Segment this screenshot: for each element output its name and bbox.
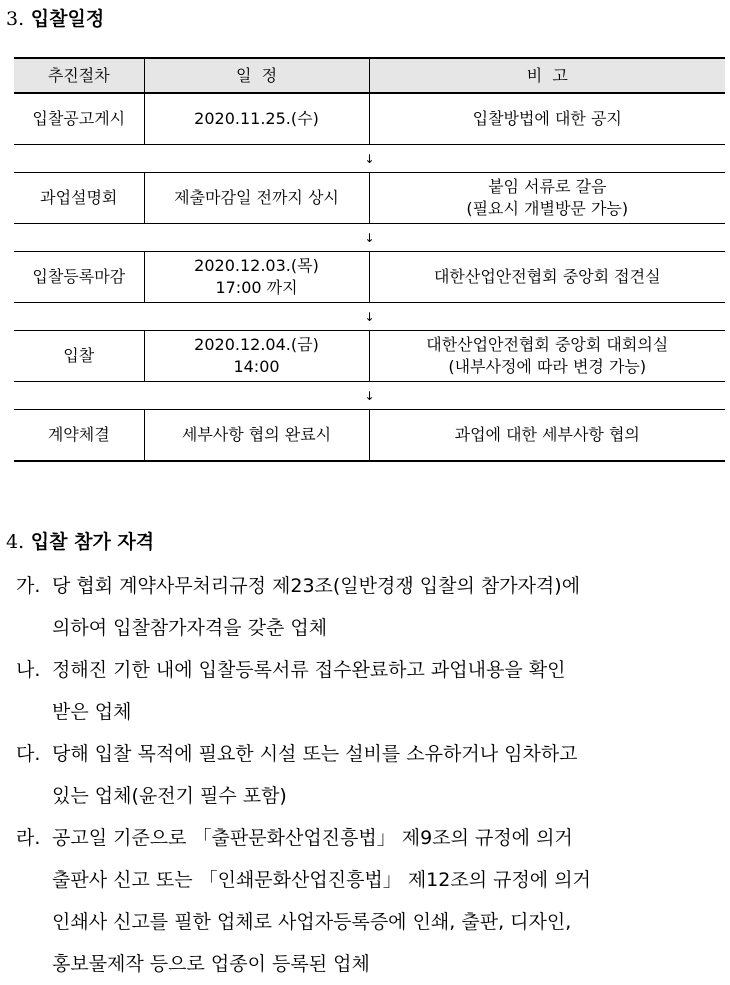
date-cell: 2020.12.04.(금) 14:00: [144, 331, 369, 382]
section-4-heading: [6, 527, 154, 554]
note-cell: 붙임 서류로 갈음 (필요시 개별방문 가능): [369, 173, 725, 224]
section-number: 4.: [6, 531, 25, 553]
step-cell: 입찰: [14, 331, 144, 382]
arrow-row: [14, 382, 725, 410]
item-line: 받은 업체: [52, 701, 132, 723]
note-cell: 대한산업안전협회 중앙회 접견실: [369, 252, 725, 303]
date-cell: 제출마감일 전까지 상시: [144, 173, 369, 224]
list-item: [16, 565, 716, 649]
table-row: [14, 93, 725, 145]
table-header-row: [14, 58, 725, 93]
header-note: 비 고: [369, 58, 725, 93]
arrow-row: [14, 145, 725, 173]
header-date: 일 정: [144, 58, 369, 93]
step-cell: 계약체결: [14, 410, 144, 462]
step-cell: 입찰등록마감: [14, 252, 144, 303]
arrow-row: [14, 303, 725, 331]
note-cell: 과업에 대한 세부사항 협의: [369, 410, 725, 462]
date-cell: 세부사항 협의 완료시: [144, 410, 369, 462]
item-marker: 라.: [16, 827, 41, 849]
table-row: [14, 410, 725, 462]
item-line: 홍보물제작 등으로 업종이 등록된 업체: [52, 953, 370, 975]
item-line: 의하여 입찰참가자격을 갖춘 업체: [52, 617, 328, 639]
item-line: 공고일 기준으로 「출판문화산업진흥법」 제9조의 규정에 의거: [52, 827, 573, 849]
item-line: 정해진 기한 내에 입찰등록서류 접수완료하고 과업내용을 확인: [52, 659, 566, 681]
down-arrow-icon: ↓: [364, 388, 375, 403]
step-cell: 과업설명회: [14, 173, 144, 224]
section-3-heading: [6, 4, 104, 31]
table-row: [14, 173, 725, 224]
arrow-row: [14, 224, 725, 252]
item-marker: 나.: [16, 659, 41, 681]
item-marker: 가.: [16, 575, 41, 597]
down-arrow-icon: ↓: [364, 309, 375, 324]
qualification-list: [16, 565, 716, 985]
item-line: 출판사 신고 또는 「인쇄문화산업진흥법」 제12조의 규정에 의거: [52, 869, 591, 891]
bid-schedule-table: [14, 57, 725, 462]
date-cell: 2020.12.03.(목) 17:00 까지: [144, 252, 369, 303]
table-row: [14, 331, 725, 382]
table-row: [14, 252, 725, 303]
date-cell: 2020.11.25.(수): [144, 93, 369, 145]
header-step: 추진절차: [14, 58, 144, 93]
item-marker: 다.: [16, 743, 41, 765]
list-item: [16, 733, 716, 817]
item-line: 인쇄사 신고를 필한 업체로 사업자등록증에 인쇄, 출판, 디자인,: [52, 911, 572, 933]
section-title: 입찰 참가 자격: [30, 531, 155, 553]
note-cell: 대한산업안전협회 중앙회 대회의실 (내부사정에 따라 변경 가능): [369, 331, 725, 382]
item-line: 당 협회 계약사무처리규정 제23조(일반경쟁 입찰의 참가자격)에: [52, 575, 581, 597]
down-arrow-icon: ↓: [364, 151, 375, 166]
list-item: [16, 649, 716, 733]
section-title: 입찰일정: [30, 8, 105, 30]
list-item: [16, 817, 716, 985]
down-arrow-icon: ↓: [364, 230, 375, 245]
note-cell: 입찰방법에 대한 공지: [369, 93, 725, 145]
section-number: 3.: [6, 8, 25, 30]
step-cell: 입찰공고게시: [14, 93, 144, 145]
item-line: 당해 입찰 목적에 필요한 시설 또는 설비를 소유하거나 임차하고: [52, 743, 578, 765]
item-line: 있는 업체(윤전기 필수 포함): [52, 785, 287, 807]
